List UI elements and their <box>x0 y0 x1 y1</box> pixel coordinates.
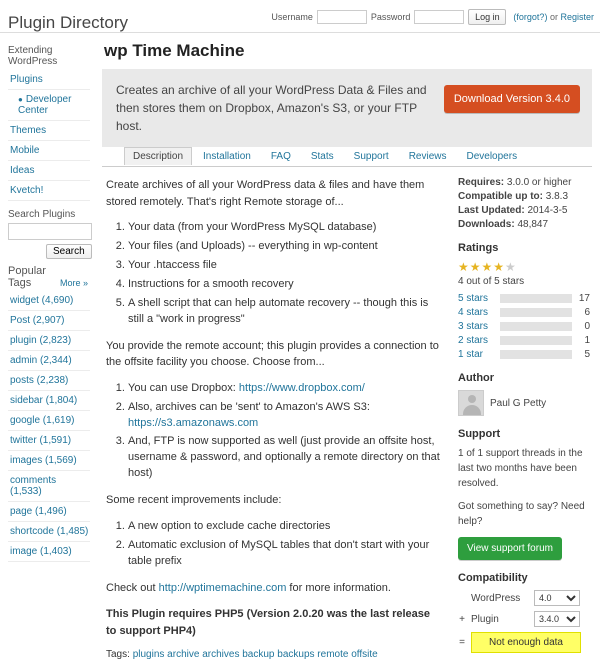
tags-label: Tags: <box>106 649 130 660</box>
bullet-icon: ● <box>18 95 23 104</box>
rating-label-1[interactable]: 1 star <box>458 349 484 360</box>
meta-compatible-value: 3.8.3 <box>545 191 569 202</box>
tag-link[interactable]: page (1,496) <box>10 506 67 517</box>
list-item[interactable] <box>8 371 90 391</box>
compat-row-wordpress <box>458 590 590 606</box>
plugin-tags <box>106 649 440 660</box>
list-item: 3. Your .htaccess file <box>128 258 440 274</box>
tags-label: Tags <box>8 277 32 289</box>
plugin-meta-panel <box>450 177 590 660</box>
tab-description[interactable]: Description <box>124 147 192 165</box>
compat-equals-sign: = <box>459 637 465 648</box>
meta-downloads <box>458 219 590 230</box>
sidebar-item-developer-center[interactable] <box>8 90 90 121</box>
sidebar-item-themes[interactable] <box>8 121 90 141</box>
compat-result-badge: Not enough data <box>471 632 581 653</box>
tag-link[interactable]: widget (4,690) <box>10 295 74 306</box>
meta-compatible <box>458 191 590 202</box>
tag-link[interactable]: admin (2,344) <box>10 355 72 366</box>
meta-downloads-label: Downloads: <box>458 219 515 230</box>
tag-link[interactable]: backup <box>242 649 275 660</box>
list-item[interactable] <box>8 542 90 562</box>
sidebar-link-plugins[interactable]: Plugins <box>10 74 43 85</box>
sidebar-item-kvetch[interactable] <box>8 181 90 201</box>
list-item[interactable] <box>8 431 90 451</box>
support-heading: Support <box>458 428 501 440</box>
tag-link[interactable]: sidebar (1,804) <box>10 395 78 406</box>
tag-link[interactable]: image (1,403) <box>10 546 72 557</box>
description-checkout <box>106 580 440 597</box>
page-body <box>0 33 600 660</box>
tab-faq[interactable]: FAQ <box>270 151 291 162</box>
rating-count-2: 1 <box>584 335 590 346</box>
homepage-link[interactable]: http://wptimemachine.com <box>158 581 287 594</box>
search-button[interactable]: Search <box>46 244 92 259</box>
sidebar-tag-list <box>8 291 90 562</box>
dropbox-link[interactable]: https://www.dropbox.com/ <box>238 381 365 394</box>
dropbox-text: You can use Dropbox: <box>128 381 239 394</box>
login-help <box>513 12 594 22</box>
meta-requires-label: Requires: <box>458 177 505 188</box>
tag-link[interactable]: offsite <box>351 649 378 660</box>
rating-count-1: 5 <box>584 349 590 360</box>
sidebar-link-kvetch[interactable]: Kvetch! <box>10 185 44 196</box>
tag-link[interactable]: google (1,619) <box>10 415 75 426</box>
search-input[interactable] <box>8 223 92 240</box>
tab-reviews[interactable]: Reviews <box>408 151 447 162</box>
tag-link[interactable]: plugins <box>132 649 165 660</box>
rating-label-5[interactable]: 5 stars <box>458 293 489 304</box>
plugin-tabs <box>102 147 592 167</box>
content-area <box>96 33 600 660</box>
list-item[interactable] <box>8 291 90 311</box>
download-button[interactable]: Download Version 3.4.0 <box>444 85 580 113</box>
list-item <box>128 381 440 397</box>
username-input[interactable] <box>317 10 367 24</box>
s3-text: Also, archives can be 'sent' to Amazon's AWS S3: <box>128 400 370 413</box>
star-rating-icon: ★★★★★ <box>458 260 517 274</box>
rating-row-5[interactable] <box>458 293 590 304</box>
forgot-password-link[interactable]: (forgot?) <box>513 12 548 22</box>
password-input[interactable] <box>414 10 464 24</box>
description-para-three: Some recent improvements include: <box>106 494 282 507</box>
password-label: Password <box>370 12 411 22</box>
compat-row-result <box>458 632 590 653</box>
rating-row-3[interactable] <box>458 321 590 332</box>
checkout-pre: Check out <box>106 581 159 594</box>
sidebar-link-ideas[interactable]: Ideas <box>10 165 35 176</box>
tab-installation[interactable]: Installation <box>203 151 251 162</box>
sidebar-heading-extending: Extending WordPress <box>8 45 58 67</box>
sidebar-link-mobile[interactable]: Mobile <box>10 145 40 156</box>
site-title: Plugin Directory <box>8 13 128 33</box>
sidebar-nav <box>8 70 90 201</box>
tab-support[interactable]: Support <box>353 151 389 162</box>
compat-plugin-label: Plugin <box>471 613 499 625</box>
list-item[interactable] <box>8 351 90 371</box>
rating-bar-3 <box>500 322 572 331</box>
rating-count-5: 17 <box>578 293 590 304</box>
rating-bar-2 <box>500 336 572 345</box>
tab-stats[interactable]: Stats <box>310 151 334 162</box>
tag-link[interactable]: images (1,569) <box>10 455 77 466</box>
tag-link[interactable]: shortcode (1,485) <box>10 526 89 537</box>
meta-updated-label: Last Updated: <box>458 205 525 216</box>
login-form <box>271 9 594 25</box>
description-list-two <box>106 381 440 483</box>
description-panel <box>102 177 450 660</box>
list-item: 2. Your files (and Uploads) -- everything in wp-content <box>128 239 440 255</box>
rating-bar-5 <box>500 294 572 303</box>
sidebar-link-developer-center[interactable]: Developer Center <box>18 94 72 116</box>
meta-updated <box>458 205 590 216</box>
sidebar-heading-tags <box>8 277 90 289</box>
meta-requires-value: 3.0.0 or higher <box>506 177 572 188</box>
ratings-heading: Ratings <box>458 242 499 254</box>
list-item: 4. Instructions for a smooth recovery <box>128 277 440 293</box>
list-item[interactable] <box>8 331 90 351</box>
compat-wordpress-label: WordPress <box>471 592 521 604</box>
description-para-two: You provide the remote account; this plugin provides a connection to the offsite facility you choose. Choose from... <box>106 339 439 369</box>
rating-label-2[interactable]: 2 stars <box>458 335 489 346</box>
content-columns <box>102 167 592 660</box>
compat-plus-sign: + <box>459 613 465 625</box>
author-heading: Author <box>458 372 495 384</box>
tags-more-link[interactable]: More » <box>59 278 88 288</box>
rating-summary: 4 out of 5 stars <box>458 276 525 287</box>
tab-developers[interactable]: Developers <box>466 151 518 162</box>
list-item: 1. A new option to exclude cache directories <box>128 519 440 535</box>
list-item[interactable] <box>8 522 90 542</box>
tag-link[interactable]: backups <box>277 649 315 660</box>
list-item[interactable] <box>8 411 90 431</box>
wordpress-version-select[interactable] <box>534 590 580 606</box>
username-label: Username <box>271 12 313 22</box>
rating-row-4[interactable] <box>458 307 590 318</box>
or-text: or <box>549 12 558 22</box>
sidebar <box>0 33 96 660</box>
login-button[interactable]: Log in <box>468 9 506 25</box>
avatar <box>458 390 484 416</box>
list-item: 5. A shell script that can help automate recovery -- though this is still a "work in progress" <box>128 296 440 328</box>
tag-link[interactable]: remote <box>317 649 349 660</box>
sidebar-search-box <box>8 223 90 259</box>
rating-bar-1 <box>500 350 572 359</box>
list-item: 1. Your data (from your WordPress MySQL database) <box>128 220 440 236</box>
sidebar-link-themes[interactable]: Themes <box>10 125 47 136</box>
list-item[interactable] <box>8 451 90 471</box>
rating-row-2[interactable] <box>458 335 590 346</box>
rating-count-3: 0 <box>584 321 590 332</box>
register-link[interactable]: Register <box>560 12 594 22</box>
sidebar-item-ideas[interactable] <box>8 161 90 181</box>
meta-requires <box>458 177 590 188</box>
sidebar-heading-popular: Popular <box>8 265 46 277</box>
s3-link[interactable]: https://s3.amazonaws.com <box>128 416 259 429</box>
compatibility-heading: Compatibility <box>458 572 528 584</box>
plugin-summary: Creates an archive of all your WordPress Data & Files and then stores them on Dropbox, Amazon's S3, or your FTP host. <box>116 83 427 133</box>
page-title: wp Time Machine <box>104 41 245 60</box>
rating-label-3[interactable]: 3 stars <box>458 321 489 332</box>
checkout-post: for more information. <box>286 581 391 594</box>
star-empty-icon: ★ <box>505 260 517 274</box>
rating-bar-4 <box>500 308 572 317</box>
rating-count-4: 6 <box>584 307 590 318</box>
list-item: 2. Automatic exclusion of MySQL tables that don't start with your table prefix <box>128 538 440 570</box>
tag-link[interactable]: comments (1,533) <box>10 475 57 497</box>
support-prompt: Got something to say? Need help? <box>458 501 585 527</box>
meta-updated-value: 2014-3-5 <box>527 205 568 216</box>
php-requirement-note: This Plugin requires PHP5 (Version 2.0.20 was the last release to support PHP4) <box>106 608 431 637</box>
tag-link[interactable]: plugin (2,823) <box>10 335 72 346</box>
tag-link[interactable]: posts (2,238) <box>10 375 69 386</box>
page-header <box>0 0 600 33</box>
tag-link[interactable]: archive <box>167 649 200 660</box>
meta-downloads-value: 48,847 <box>517 219 549 230</box>
list-item[interactable] <box>8 471 90 502</box>
description-intro: Create archives of all your WordPress data & files and have them stored remotely. That's right Remote storage of... <box>106 179 425 208</box>
rating-row-1[interactable] <box>458 349 590 360</box>
list-item: 3. And, FTP is now supported as well (just provide an offsite host, username & password, and optionally a remote directory on that host) <box>128 434 440 482</box>
rating-label-4[interactable]: 4 stars <box>458 307 489 318</box>
list-item[interactable] <box>8 502 90 522</box>
sidebar-item-mobile[interactable] <box>8 141 90 161</box>
list-item[interactable] <box>8 311 90 331</box>
tag-link[interactable]: twitter (1,591) <box>10 435 72 446</box>
author-row <box>458 390 590 416</box>
description-list-three <box>106 519 440 570</box>
description-list-one <box>106 220 440 328</box>
plugin-version-select[interactable] <box>534 611 580 627</box>
plugin-banner <box>102 69 592 147</box>
tag-link[interactable]: archives <box>202 649 240 660</box>
view-support-forum-button[interactable]: View support forum <box>458 537 562 560</box>
list-item[interactable] <box>8 391 90 411</box>
list-item <box>128 400 440 432</box>
tab-list <box>124 147 592 165</box>
meta-compatible-label: Compatible up to: <box>458 191 543 202</box>
sidebar-heading-search: Search Plugins <box>8 209 76 220</box>
tag-link[interactable]: Post (2,907) <box>10 315 65 326</box>
author-name: Paul G Petty <box>490 397 547 409</box>
sidebar-item-plugins[interactable] <box>8 70 90 90</box>
support-stats: 1 of 1 support threads in the last two months have been resolved. <box>458 448 583 489</box>
compat-row-plugin <box>458 611 590 627</box>
